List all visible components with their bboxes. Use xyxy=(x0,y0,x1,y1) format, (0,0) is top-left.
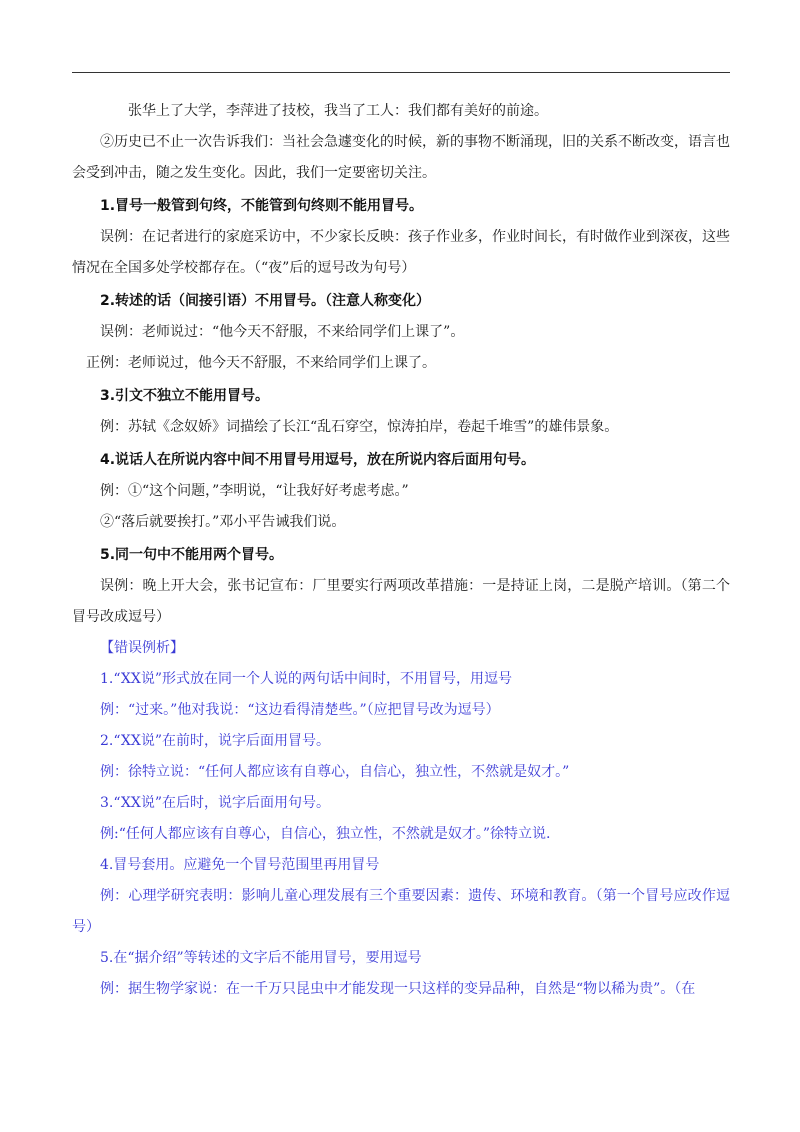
error-item-4-example: 例：心理学研究表明：影响儿童心理发展有三个重要因素：遗传、环境和教育。（第一个冒号应改作逗号） xyxy=(72,888,730,935)
wrong-example-2: 误例：老师说过：“他今天不舒服，不来给同学们上课了”。 xyxy=(100,324,465,340)
error-item-1-example: 例：“过来。”他对我说：“这边看得清楚些。”（应把冒号改为逗号） xyxy=(100,702,500,718)
paragraph-example-2: ②历史已不止一次告诉我们：当社会急遽变化的时候，新的事物不断涌现，旧的关系不断改变，语言也会受到冲击，随之发生变化。因此，我们一定要密切关注。 xyxy=(72,134,730,181)
error-item-1: 1.“XX说”形式放在同一个人说的两句话中间时，不用冒号，用逗号 xyxy=(100,671,512,687)
error-item-2: 2.“XX说”在前时，说字后面用冒号。 xyxy=(100,733,330,749)
rule-heading-4: 4.说话人在所说内容中间不用冒号用逗号，放在所说内容后面用句号。 xyxy=(100,452,536,468)
rule-heading-3: 3.引文不独立不能用冒号。 xyxy=(100,388,270,404)
document-body xyxy=(72,96,730,1005)
error-item-5-example: 例：据生物学家说：在一千万只昆虫中才能发现一只这样的变异品种，自然是“物以稀为贵”。（在 xyxy=(100,981,696,997)
example-4b: ②“落后就要挨打。”邓小平告诫我们说。 xyxy=(100,514,346,530)
error-item-3: 3.“XX说”在后时，说字后面用句号。 xyxy=(100,795,330,811)
error-analysis-title: 【错误例析】 xyxy=(100,640,184,656)
wrong-example-5: 误例：晚上开大会，张书记宣布：厂里要实行两项改革措施：一是持证上岗，二是脱产培训。（第二个冒号改成逗号） xyxy=(72,578,730,625)
rule-heading-2: 2.转述的话（间接引语）不用冒号。（注意人称变化） xyxy=(100,293,431,309)
error-item-4: 4.冒号套用。应避免一个冒号范围里再用冒号 xyxy=(100,857,380,873)
correct-example-2: 正例：老师说过，他今天不舒服，不来给同学们上课了。 xyxy=(86,355,436,371)
header-rule xyxy=(72,72,730,73)
example-3: 例：苏轼《念奴娇》词描绘了长江“乱石穿空，惊涛拍岸，卷起千堆雪”的雄伟景象。 xyxy=(100,419,619,435)
wrong-example-1: 误例：在记者进行的家庭采访中，不少家长反映：孩子作业多，作业时间长，有时做作业到深夜，这些情况在全国多处学校都存在。（“夜”后的逗号改为句号） xyxy=(72,229,730,276)
error-item-2-example: 例：徐特立说：“任何人都应该有自尊心，自信心，独立性，不然就是奴才。” xyxy=(100,764,570,780)
error-item-5: 5.在“据介绍”等转述的文字后不能用冒号，要用逗号 xyxy=(100,950,422,966)
rule-heading-5: 5.同一句中不能用两个冒号。 xyxy=(100,547,284,563)
paragraph-example-1: 张华上了大学，李萍进了技校，我当了工人：我们都有美好的前途。 xyxy=(128,103,548,119)
rule-heading-1: 1.冒号一般管到句终，不能管到句终则不能用冒号。 xyxy=(100,198,424,214)
example-4a: 例：①“这个问题，”李明说，“让我好好考虑考虑。” xyxy=(100,483,409,499)
error-item-3-example: 例:“任何人都应该有自尊心，自信心，独立性，不然就是奴才。”徐特立说. xyxy=(100,826,551,842)
error-analysis-section xyxy=(72,633,730,1005)
